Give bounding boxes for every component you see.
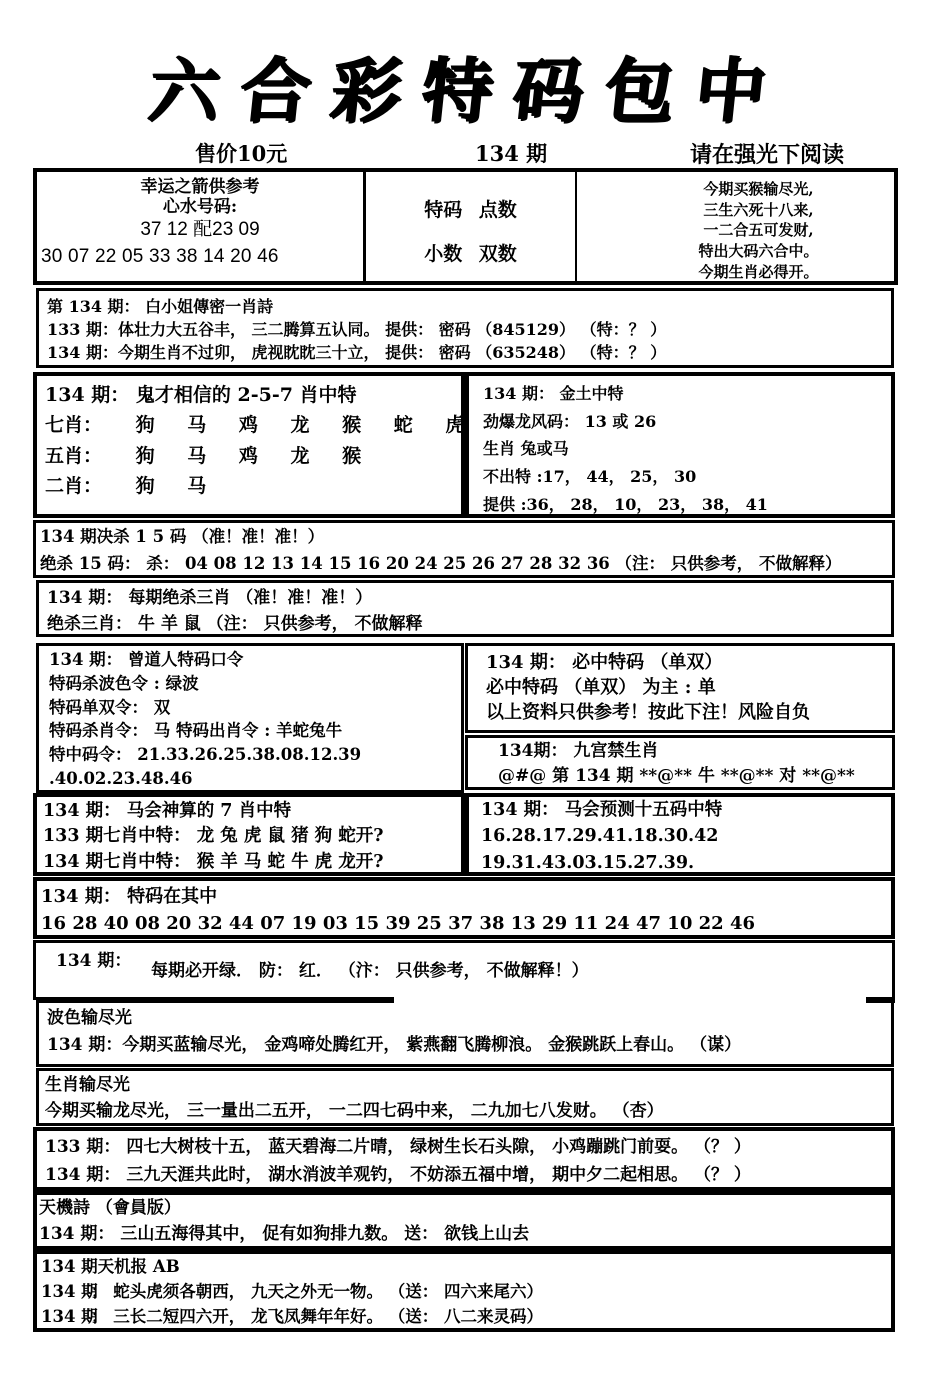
heaven-report-section [33, 1250, 895, 1332]
row-label: 二肖： [45, 475, 103, 498]
section-title: 134 期： 马会预测十五码中特 [481, 800, 723, 820]
info-line: 今期买输龙尽光， 三一量出二五开， 一二四七码中来， 二九加七八发财。 （杏） [45, 1101, 664, 1122]
section-title: 134 期： 金土中特 [483, 384, 624, 403]
info-line: 劲爆龙风码： 13 或 26 [483, 411, 657, 431]
info-line: 134 期：今期买蓝输尽光， 金鸡啼处腾红开， 紫燕翻飞腾柳浪。 金猴跳跃上春山。 （谋） [47, 1035, 742, 1056]
info-line: 以上资料只供参考！按此下注！风险自负 [486, 702, 810, 724]
title-char: 包 [600, 48, 683, 132]
info-line: 133 期七肖中特： 龙 兔 虎 鼠 猪 狗 蛇开? [43, 826, 384, 847]
info-line: @#@ 第 134 期 **@** 牛 **@** 对 **@** [498, 765, 855, 786]
kill-3-zodiac-section [36, 580, 894, 637]
green-wave-section [33, 940, 895, 1000]
zodiac-item: 鸡 [238, 444, 258, 467]
info-line: 不出特 :17， 44， 25， 30 [483, 467, 697, 487]
row-text: ： 蛇头虎须各朝西， 九天之外无一物。 （送： 四六来尾六） [91, 1281, 543, 1301]
title-char: 特 [418, 48, 501, 132]
zodiac-item: 龙 [290, 444, 310, 467]
zodiac-row-7 [45, 410, 465, 440]
title-char: 中 [691, 48, 774, 132]
special-code-row-1: 特码 点数 [424, 199, 517, 221]
section-title: 134期： 九宫禁生肖 [498, 741, 659, 761]
section-title: 第 134 期： 白小姐傳密一肖詩 [47, 297, 274, 316]
report-row [41, 1280, 887, 1305]
verse-line: 三生六死十八来, [703, 200, 814, 219]
title-char: 合 [236, 48, 319, 132]
lucky-main-numbers: 37 12 配23 09 [140, 219, 260, 241]
lucky-numbers-panel [37, 172, 363, 281]
zodiac-item: 蛇 [393, 414, 413, 437]
info-line: 16.28.17.29.41.18.30.42 [481, 826, 719, 847]
title-char: 码 [509, 48, 592, 132]
numbers-line: 16 28 40 08 20 32 44 07 19 03 15 39 25 37 38 13 29 11 24 47 10 22 46 [41, 913, 755, 934]
info-line: 特码杀肖令： 马 特码出肖令 : 羊蛇兔牛 [49, 721, 343, 741]
odd-even-section [465, 643, 895, 733]
kill-zodiac-line: 绝杀三肖： 牛 羊 鼠 （注： 只供参考， 不做解释 [47, 614, 423, 635]
nine-palace-section [465, 735, 895, 790]
special-code-panel [363, 172, 577, 281]
kill-15-section [33, 520, 895, 578]
gold-earth-section [465, 372, 895, 518]
section-title: 134 期： 必中特码 （单双） [486, 652, 723, 673]
section-title: 生肖输尽光 [45, 1075, 130, 1095]
info-block [33, 168, 898, 285]
zodiac-item: 龙 [290, 414, 310, 437]
section-title: 134 期： [56, 951, 132, 971]
section-title: 134 期： 马会神算的 7 肖中特 [43, 801, 292, 821]
row-text: ： 三长二短四六开， 龙飞凤舞年年好。 （送： 八二来灵码） [91, 1306, 543, 1326]
poem-line: 133 期：体壮力大五谷丰， 三二腾算五认同。 提供： 密码 （845129） （特：？ ） [47, 320, 667, 340]
row-label: 五肖： [45, 444, 103, 467]
row-label: 七肖： [45, 414, 103, 437]
verse-panel [577, 172, 894, 281]
zodiac-item: 马 [187, 414, 207, 437]
info-line: 134 期七肖中特： 猴 羊 马 蛇 牛 虎 龙开? [43, 851, 384, 872]
section-title: 134 期决杀 1 5 码 （准！准！准！） [40, 527, 325, 546]
jockey-15-code-section [465, 793, 895, 876]
section-title: 134 期： 曾道人特码口令 [49, 650, 244, 669]
info-line: 提供 :36， 28， 10， 23， 38， 41 [483, 494, 768, 514]
taoist-code-section [36, 643, 464, 793]
verse-line: 特出大码六合中。 [698, 242, 819, 261]
zodiac-row-2 [45, 471, 453, 501]
issue-label: 134 期 [475, 141, 548, 166]
verse-line: 一二合五可发财, [703, 221, 814, 240]
zodiac-item: 猴 [342, 414, 362, 437]
title-char: 六 [145, 48, 228, 132]
info-line: 19.31.43.03.15.27.39. [481, 852, 695, 873]
zodiac-257-section [33, 372, 465, 518]
zodiac-lose-section [36, 1068, 894, 1126]
jockey-7-zodiac-section [33, 793, 465, 876]
section-title: 波色输尽光 [47, 1008, 132, 1028]
wave-color-section [36, 1003, 894, 1067]
info-line: 必中特码 （单双） 为主 : 单 [486, 677, 716, 699]
info-line: 每期必开绿． 防： 红． （汴： 只供参考， 不做解释！） [151, 961, 589, 981]
info-line: 134 期： 三山五海得其中， 促有如狗排九数。 送： 欲钱上山去 [39, 1224, 530, 1245]
price-label: 售价10元 [195, 141, 288, 166]
zodiac-item: 虎 [445, 414, 465, 437]
section-title: 134 期天机报 AB [41, 1257, 180, 1276]
info-line: .40.02.23.48.46 [49, 768, 193, 788]
row-label: 134 期 [41, 1281, 98, 1301]
verse-line: 133 期： 四七大树枝十五， 蓝天碧海二片晴， 绿树生长石头隙， 小鸡蹦跳门前耍。 （？ ） [45, 1137, 751, 1157]
zodiac-row-5 [45, 441, 453, 471]
section-title: 天機詩 （會員版） [39, 1198, 181, 1218]
zodiac-item: 狗 [135, 444, 155, 467]
info-line: 生肖 兔或马 [483, 439, 569, 459]
zodiac-item: 马 [187, 475, 207, 498]
title-char: 彩 [327, 48, 410, 132]
lucky-heading: 幸运之箭供参考 [140, 177, 260, 197]
zodiac-item: 狗 [135, 475, 155, 498]
section-title: 134 期： 每期绝杀三肖 （准！准！准！） [47, 588, 373, 608]
poem-line: 134 期：今期生肖不过卯， 虎视眈眈三十立， 提供： 密码 （635248） （特：？ ） [47, 343, 667, 363]
lucky-more-numbers: 30 07 22 05 33 38 14 20 46 [41, 245, 279, 267]
lucky-subheading: 心水号码: [162, 196, 238, 217]
info-line: 特中码令： 21.33.26.25.38.08.12.39 [49, 745, 362, 764]
zodiac-item: 鸡 [238, 414, 258, 437]
section-title: 134 期： 特码在其中 [41, 886, 218, 907]
section-title: 134 期： 鬼才相信的 2-5-7 肖中特 [45, 384, 357, 406]
verse-line: 今期买猴输尽光, [703, 180, 814, 198]
row-label: 134 期 [41, 1306, 98, 1326]
page-title [145, 40, 774, 130]
special-code-row-2: 小数 双数 [424, 242, 517, 265]
verse-line: 今期生肖必得开。 [698, 262, 819, 281]
read-notice: 请在强光下阅读 [690, 142, 845, 168]
info-line: 特码杀波色令 : 绿波 [49, 673, 199, 693]
verse-section [33, 1127, 895, 1191]
kill-numbers-line: 绝杀 15 码： 杀： 04 08 12 13 14 15 16 20 24 25 26 27 28 32 36 （注： 只供参考， 不做解释） [40, 553, 842, 573]
zodiac-item: 猴 [342, 444, 362, 467]
zodiac-item: 狗 [135, 414, 155, 437]
info-line: 特码单双令： 双 [49, 697, 171, 717]
secret-poem-section [36, 288, 894, 368]
verse-line: 134 期： 三九天涯共此时， 湖水消波羊观钓， 不妨添五福中增， 期中夕二起相思。 （？ ） [45, 1164, 751, 1185]
special-code-within-section [33, 877, 895, 939]
heaven-poem-section [33, 1191, 895, 1250]
zodiac-item: 马 [187, 444, 207, 467]
report-row [41, 1305, 887, 1330]
